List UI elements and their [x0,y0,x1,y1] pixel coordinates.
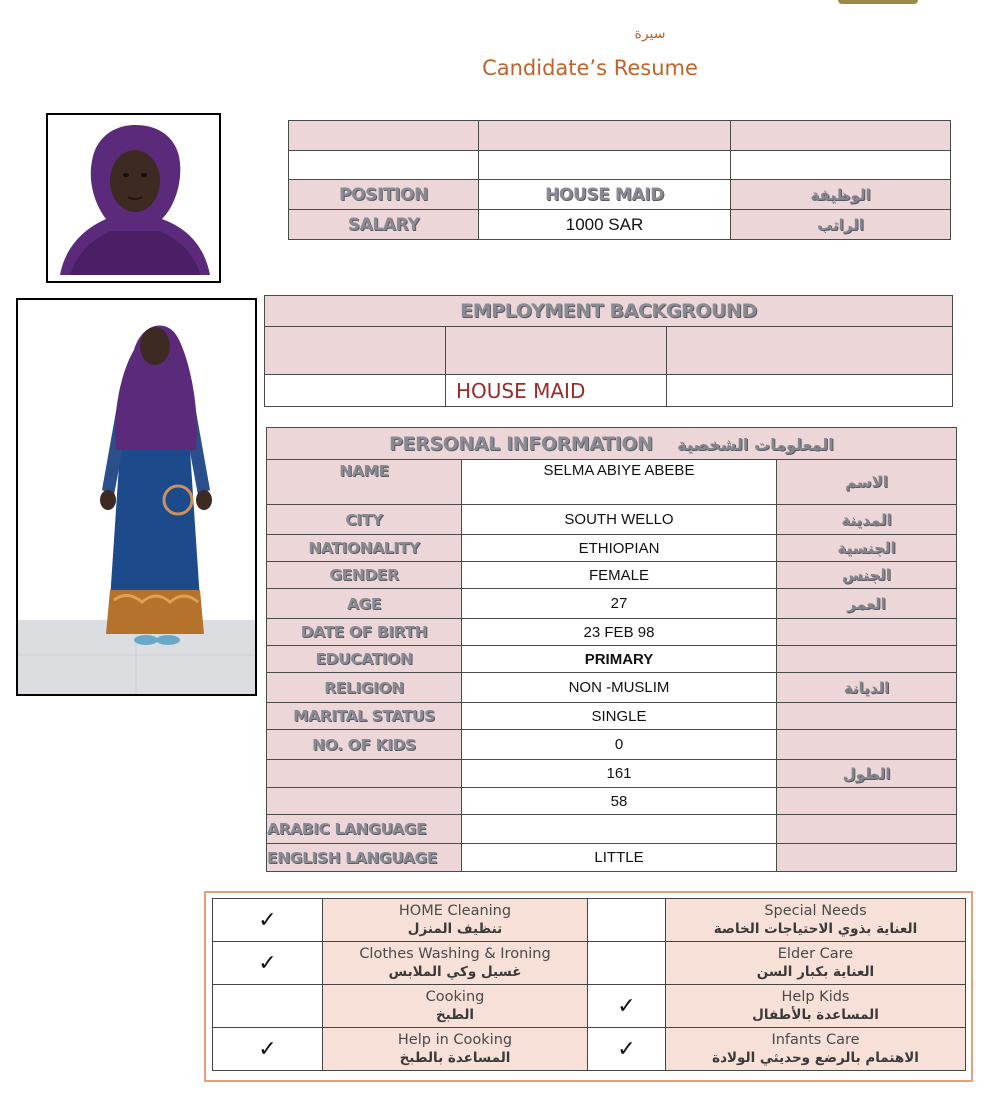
left-skill-check-cell [213,942,323,985]
summary-arabic-label [731,151,951,180]
skills-row [213,942,966,985]
nationality-arabic-label: الجنسية [777,535,957,562]
right-skill-check-cell [588,899,666,942]
right-skill-cell [666,1028,966,1071]
position-value: HOUSE MAID [479,180,731,210]
education-arabic-label [777,646,957,673]
check-icon: ✓ [258,1036,277,1061]
education-label: EDUCATION [267,646,462,673]
summary-value [479,121,731,151]
left-skill-name: Help in Cooking [397,1032,513,1048]
personal-row-english-language [267,844,957,872]
employment-row [265,327,953,375]
marital-status-arabic-label [777,703,957,730]
personal-heading-cell [267,428,957,460]
right-skill-name-arabic: الاهتمام بالرضع وحديثي الولادة [712,1050,919,1066]
salary-label: SALARY [289,210,479,240]
employment-position-value: HOUSE MAID [446,375,667,407]
summary-row [289,121,951,151]
arabic-language-arabic-label [777,815,957,844]
english-language-value: LITTLE [462,844,777,872]
age-arabic-label: العمر [777,589,957,619]
personal-heading-row [267,428,957,460]
summary-label [289,151,479,180]
gender-arabic-label: الجنس [777,562,957,589]
date-of-birth-label: DATE OF BIRTH [267,619,462,646]
personal-row-education [267,646,957,673]
kids-value: 0 [462,730,777,760]
skills-table [212,898,966,1071]
candidate-full-body-photo [16,298,257,696]
left-skill-cell [323,1028,588,1071]
left-skill-cell [323,942,588,985]
right-skill-name-arabic: العناية بذوي الاحتياجات الخاصة [713,921,918,937]
left-skill-name-arabic: تنظيف المنزل [407,921,503,937]
summary-value [479,151,731,180]
employment-row [265,375,953,407]
headshot-illustration [48,115,219,281]
left-skill-check-cell [213,985,323,1028]
english-language-label: ENGLISH LANGUAGE [267,844,462,872]
height-arabic-label: الطول [777,760,957,788]
personal-row-kids [267,730,957,760]
position-arabic-label: الوظيفة [731,180,951,210]
summary-row-position [289,180,951,210]
personal-heading-arabic: المعلومات الشخصية [677,434,834,454]
skills-row [213,985,966,1028]
skills-row [213,1028,966,1071]
right-skill-cell [666,899,966,942]
logo-arabic-text: سيرة [634,26,666,42]
left-skill-name-arabic: المساعدة بالطبخ [399,1050,511,1066]
religion-value: NON -MUSLIM [462,673,777,703]
employment-background-table [264,295,953,407]
logo-corner-mark [838,0,918,4]
personal-row-date-of-birth [267,619,957,646]
weight-label [267,788,462,815]
weight-value: 58 [462,788,777,815]
left-skill-check-cell [213,1028,323,1071]
right-skill-name: Infants Care [771,1032,860,1048]
right-skill-name: Help Kids [781,989,850,1005]
left-skill-name: HOME Cleaning [398,903,512,919]
date-of-birth-value: 23 FEB 98 [462,619,777,646]
employment-heading-row [265,296,953,327]
personal-row-weight [267,788,957,815]
left-skill-cell [323,985,588,1028]
right-skill-cell [666,985,966,1028]
date-of-birth-arabic-label [777,619,957,646]
personal-row-height [267,760,957,788]
personal-row-age [267,589,957,619]
right-skill-name-arabic: العناية بكبار السن [756,964,875,980]
personal-row-marital-status [267,703,957,730]
check-icon: ✓ [617,1036,636,1061]
salary-arabic-label: الراتب [731,210,951,240]
kids-arabic-label [777,730,957,760]
employment-cell [667,375,953,407]
city-value: SOUTH WELLO [462,505,777,535]
arabic-language-label: ARABIC LANGUAGE [267,815,462,844]
salary-value: 1000 SAR [479,210,731,240]
personal-row-gender [267,562,957,589]
name-arabic-label: الاسم [777,460,957,505]
candidate-headshot-photo [46,113,221,283]
right-skill-name: Special Needs [764,903,867,919]
religion-label: RELIGION [267,673,462,703]
marital-status-value: SINGLE [462,703,777,730]
right-skill-name: Elder Care [777,946,854,962]
check-icon: ✓ [258,950,277,975]
religion-arabic-label: الديانة [777,673,957,703]
left-skill-name-arabic: الطبخ [435,1007,475,1023]
english-language-arabic-label [777,844,957,872]
marital-status-label: MARITAL STATUS [267,703,462,730]
employment-cell [265,375,446,407]
right-skill-check-cell [588,942,666,985]
employment-cell [667,327,953,375]
right-skill-check-cell [588,985,666,1028]
city-label: CITY [267,505,462,535]
left-skill-name: Cooking [425,989,485,1005]
left-skill-name-arabic: غسيل وكي الملابس [388,964,522,980]
name-value: SELMA ABIYE ABEBE [462,460,777,505]
personal-row-nationality [267,535,957,562]
kids-label: NO. OF KIDS [267,730,462,760]
personal-row-religion [267,673,957,703]
check-icon: ✓ [617,993,636,1018]
right-skill-cell [666,942,966,985]
education-value: PRIMARY [462,646,777,673]
page-title: Candidate’s Resume [482,56,698,80]
city-arabic-label: المدينة [777,505,957,535]
age-label: AGE [267,589,462,619]
summary-label [289,121,479,151]
employment-cell [265,327,446,375]
nationality-value: ETHIOPIAN [462,535,777,562]
personal-information-table [266,427,957,872]
personal-row-arabic-language [267,815,957,844]
personal-row-name [267,460,957,505]
arabic-language-value [462,815,777,844]
summary-table [288,120,951,240]
height-value: 161 [462,760,777,788]
personal-heading: PERSONAL INFORMATION [389,432,653,455]
check-icon: ✓ [258,907,277,932]
weight-arabic-label [777,788,957,815]
right-skill-name-arabic: المساعدة بالأطفال [752,1007,879,1023]
left-skill-cell [323,899,588,942]
employment-heading: EMPLOYMENT BACKGROUND [265,296,953,327]
summary-arabic-label [731,121,951,151]
summary-row-salary [289,210,951,240]
height-label [267,760,462,788]
age-value: 27 [462,589,777,619]
left-skill-name: Clothes Washing & Ironing [359,946,551,962]
summary-row [289,151,951,180]
full-body-illustration [18,300,255,694]
right-skill-check-cell [588,1028,666,1071]
gender-label: GENDER [267,562,462,589]
personal-row-city [267,505,957,535]
skills-row [213,899,966,942]
gender-value: FEMALE [462,562,777,589]
position-label: POSITION [289,180,479,210]
skills-table-body [213,899,966,1071]
nationality-label: NATIONALITY [267,535,462,562]
name-label: NAME [267,460,462,505]
left-skill-check-cell [213,899,323,942]
employment-cell [446,327,667,375]
